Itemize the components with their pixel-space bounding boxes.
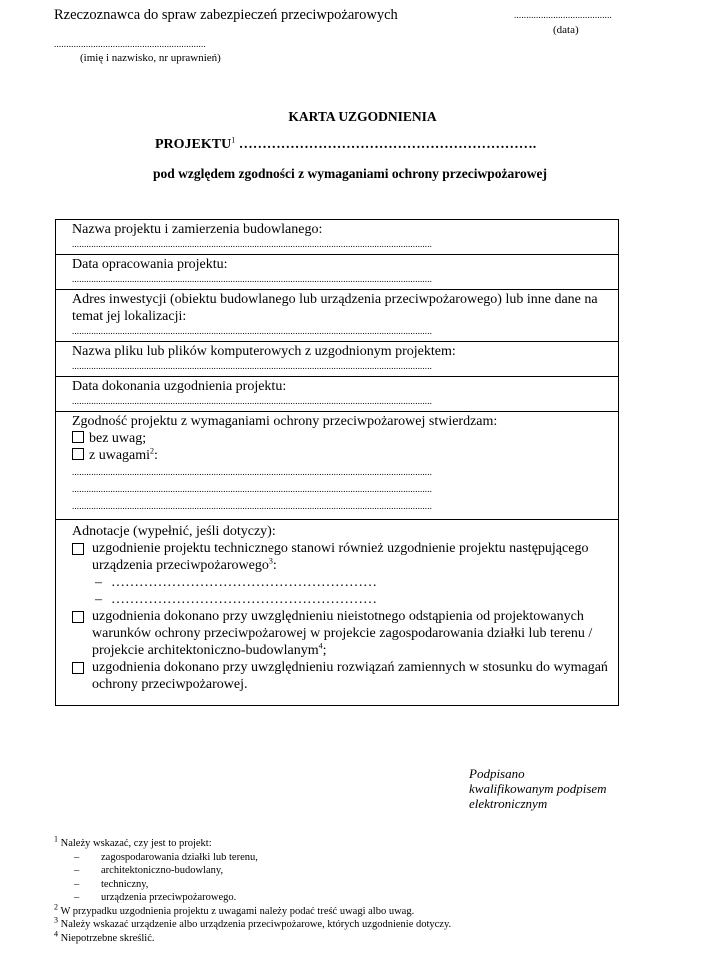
- name-field[interactable]: ..............................................................: [54, 39, 206, 49]
- files-field[interactable]: ......................................................................................................................................................: [72, 361, 432, 371]
- footnote-2-ref: 2: [54, 902, 58, 911]
- row-annotations: [56, 520, 619, 706]
- project-name-field[interactable]: ......................................................................................................................................................: [72, 239, 432, 249]
- annotation-item-2-suffix: ;: [322, 643, 327, 658]
- annotation-item-1-suffix: :: [272, 558, 277, 573]
- annotation-item-3[interactable]: [72, 659, 608, 693]
- footnote-ref-3: 3: [268, 556, 273, 566]
- row-approval-date: [56, 377, 619, 412]
- footnote-1-text: Należy wskazać, czy jest to projekt:: [60, 838, 212, 849]
- footnote-ref-4: 4: [318, 641, 323, 651]
- footnote-2-text: W przypadku uzgodnienia projektu z uwagami należy podać treść uwagi albo uwag.: [60, 905, 415, 917]
- project-label: PROJEKTU: [155, 137, 232, 152]
- footnote-1-item-text: architektoniczno-budowlany,: [101, 865, 224, 876]
- row-project-name: [56, 220, 619, 255]
- annotation-item-3-text: uzgodnienia dokonano przy uwzględnieniu rozwiązań zamiennych w stosunku do wymagań ochrony przeciwpożarowej.: [92, 660, 608, 692]
- device-line-2[interactable]: [92, 591, 608, 608]
- dash: –: [74, 851, 80, 863]
- footnote-ref-1: 1: [231, 135, 236, 145]
- footnote-3-ref: 3: [54, 915, 58, 925]
- date-label: (data): [553, 24, 579, 36]
- signature-note: [469, 766, 607, 811]
- footnote-1-item: [54, 864, 451, 878]
- document-title: KARTA UZGODNIENIA: [288, 109, 437, 124]
- remarks-line-2[interactable]: ......................................................................................................................................................: [72, 484, 432, 494]
- approval-date-label: Data dokonania uzgodnienia projektu:: [72, 379, 287, 394]
- footnote-4-ref: 4: [54, 929, 58, 938]
- footnotes: [54, 834, 452, 945]
- footnote-1: [54, 834, 451, 851]
- dash: –: [74, 878, 80, 890]
- prep-date-label: Data opracowania projektu:: [72, 257, 228, 272]
- remarks-line-1[interactable]: ......................................................................................................................................................: [72, 467, 432, 477]
- annotation-item-1[interactable]: [72, 540, 608, 608]
- option-no-remarks-label: bez uwag;: [89, 431, 147, 446]
- dash: –: [95, 575, 102, 590]
- checkbox-with-remarks[interactable]: [72, 448, 84, 460]
- footnote-1-item-text: urządzenia przeciwpożarowego.: [101, 892, 237, 903]
- project-title-field[interactable]: ……………………………………………………….: [238, 137, 537, 152]
- project-heading: [155, 137, 536, 153]
- row-prep-date: [56, 255, 619, 290]
- compliance-statement: Zgodność projektu z wymaganiami ochrony przeciwpożarowej stwierdzam:: [72, 414, 498, 429]
- option-with-remarks-label: z uwagami: [89, 448, 151, 463]
- date-field[interactable]: ........................................: [514, 10, 612, 20]
- device-field-1[interactable]: …………………………………………………: [111, 575, 377, 590]
- annotation-item-2[interactable]: [72, 608, 608, 659]
- dash: –: [95, 592, 102, 607]
- document-subtitle: pod względem zgodności z wymaganiami ochrony przeciwpożarowej: [153, 166, 547, 181]
- footnote-1-item-text: techniczny,: [101, 878, 149, 890]
- footnote-ref-2: 2: [150, 446, 155, 456]
- footnote-4-text: Niepotrzebne skreślić.: [60, 932, 155, 944]
- expert-role-label: Rzeczoznawca do spraw zabezpieczeń przeciwpożarowych: [54, 7, 398, 23]
- annotation-item-1-text: uzgodnienie projektu technicznego stanowi również uzgodnienie projektu następującego urządzenia przeciwpożarowego: [92, 541, 589, 573]
- footnote-3: [54, 915, 452, 932]
- address-field[interactable]: ......................................................................................................................................................: [72, 326, 432, 336]
- dash: –: [74, 892, 80, 903]
- checkbox-no-remarks[interactable]: [72, 431, 84, 443]
- footnote-1-item-text: zagospodarowania działki lub terenu,: [101, 851, 258, 863]
- annotations-heading: Adnotacje (wypełnić, jeśli dotyczy):: [72, 524, 276, 539]
- footnote-2: [54, 902, 451, 919]
- remarks-line-3[interactable]: ......................................................................................................................................................: [72, 501, 432, 511]
- footnote-1-item: [54, 891, 451, 905]
- dash: –: [74, 865, 80, 876]
- approval-date-field[interactable]: ......................................................................................................................................................: [72, 396, 432, 406]
- signature-line-3: elektronicznym: [469, 796, 548, 811]
- address-label: Adres inwestycji (obiektu budowlanego lub urządzenia przeciwpożarowego) lub inne dane na temat jej lokalizacji:: [72, 292, 598, 324]
- name-label: (imię i nazwisko, nr uprawnień): [80, 52, 221, 64]
- approval-card-table: [55, 219, 619, 706]
- annotation-item-2-text: uzgodnienia dokonano przy uwzględnieniu nieistotnego odstąpienia od projektowanych warunków ochrony przeciwpożarowej w projekcie zagospodarowania działki lub terenu / projekcie architektoniczno-budowlanym: [92, 609, 593, 658]
- row-files: [56, 342, 619, 377]
- option-with-remarks[interactable]: [72, 447, 608, 464]
- checkbox-annotation-3[interactable]: [72, 662, 84, 674]
- footnote-3-text: Należy wskazać urządzenie albo urządzenia przeciwpożarowe, których uzgodnienie dotyczy.: [60, 919, 452, 930]
- footnote-1-ref: 1: [54, 834, 58, 844]
- footnote-1-item: [54, 878, 451, 892]
- device-field-2[interactable]: …………………………………………………: [111, 592, 377, 607]
- files-label: Nazwa pliku lub plików komputerowych z uzgodnionym projektem:: [72, 344, 456, 359]
- checkbox-annotation-2[interactable]: [72, 611, 84, 623]
- prep-date-field[interactable]: ......................................................................................................................................................: [72, 274, 432, 284]
- row-address: [56, 290, 619, 342]
- colon: :: [154, 448, 158, 463]
- device-line-1[interactable]: [92, 574, 608, 591]
- checkbox-annotation-1[interactable]: [72, 543, 84, 555]
- footnote-4: [54, 929, 451, 946]
- footnote-1-item: [54, 851, 451, 865]
- project-name-label: Nazwa projektu i zamierzenia budowlanego:: [72, 222, 323, 237]
- signature-line-1: Podpisano: [469, 766, 525, 781]
- row-compliance: [56, 412, 619, 520]
- option-no-remarks[interactable]: [72, 430, 608, 447]
- signature-line-2: kwalifikowanym podpisem: [469, 781, 607, 796]
